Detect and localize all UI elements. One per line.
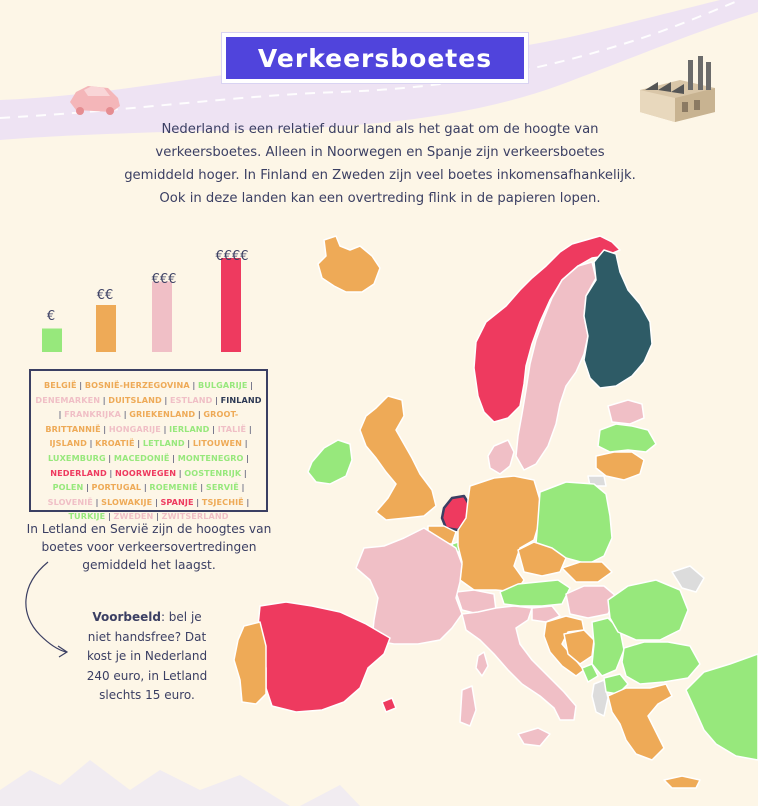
country-separator: | — [105, 511, 114, 522]
country-separator: | — [86, 438, 96, 449]
country-separator: | — [153, 511, 162, 522]
country-entry: BOSNIË-HERZEGOVINA — [84, 380, 190, 390]
country-entry: PORTUGAL — [91, 482, 142, 493]
country-separator: | — [92, 496, 102, 507]
map-germany — [458, 476, 540, 592]
country-entry: HONGARIJE — [108, 423, 161, 434]
country-separator: | — [134, 438, 143, 449]
country-entry: MONTENEGRO — [177, 452, 244, 463]
note-line: gemiddeld het laagst. — [82, 558, 216, 572]
country-separator: | — [246, 423, 252, 434]
country-separator: | — [238, 482, 245, 493]
country-entry: BULGARIJE — [197, 380, 248, 390]
country-entry: POLEN — [52, 482, 84, 493]
country-entry: SERVIË — [205, 482, 239, 493]
country-entry: GROOT-BRITTANNIË — [45, 409, 239, 434]
map-portugal — [234, 622, 266, 704]
country-entry: TSJECHIË — [201, 496, 244, 507]
country-entry: LETLAND — [142, 438, 185, 449]
country-entry: NOORWEGEN — [115, 467, 177, 478]
legend-label-3: €€€ — [151, 272, 177, 287]
country-entry: SLOVENIË — [47, 496, 93, 507]
country-separator: | — [169, 452, 178, 463]
factory-icon — [640, 56, 715, 122]
legend-bar-1 — [42, 329, 62, 353]
country-separator: | — [76, 380, 85, 390]
country-separator: | — [212, 394, 221, 405]
country-separator: | — [160, 423, 170, 434]
country-separator: | — [152, 496, 161, 507]
country-entry: BELGIË — [44, 380, 77, 390]
map-sicily — [518, 728, 550, 746]
map-ireland — [308, 440, 352, 484]
legend-bar-2 — [96, 305, 116, 352]
intro-line: gemiddeld hoger. In Finland en Zweden zijn veel boetes inkomensafhankelijk. — [124, 168, 636, 183]
country-entry: ITALIË — [217, 423, 247, 434]
country-separator: | — [100, 423, 109, 434]
country-entry: ESTLAND — [169, 394, 213, 405]
country-separator: | — [243, 496, 250, 507]
legend-bar-4 — [221, 258, 241, 352]
country-entry: LITOUWEN — [192, 438, 243, 449]
country-entry: ROEMENIË — [149, 482, 198, 493]
mountains-decoration — [0, 760, 290, 806]
note-line: boetes voor verkeersovertredingen — [41, 540, 257, 554]
country-entry: GRIEKENLAND — [129, 409, 196, 420]
map-denmark — [488, 440, 514, 474]
country-separator: | — [106, 467, 116, 478]
map-spain — [258, 602, 390, 712]
example-text — [82, 608, 212, 706]
country-separator: | — [189, 380, 198, 390]
intro-line: Nederland is een relatief duur land als het gaat om de hoogte van — [161, 122, 599, 137]
country-entry: ZWITSERLAND — [161, 511, 229, 522]
country-separator: | — [247, 380, 253, 390]
country-entry: MACEDONIË — [113, 452, 170, 463]
country-entry: IJSLAND — [49, 438, 87, 449]
map-romania — [608, 580, 688, 640]
map-turkey — [686, 654, 758, 760]
map-greece — [608, 684, 672, 760]
country-separator: | — [241, 467, 247, 478]
intro-line: verkeersboetes. Alleen in Noorwegen en Spanje zijn verkeersboetes — [155, 145, 605, 160]
country-separator: | — [242, 438, 248, 449]
map-bulgaria — [622, 642, 700, 684]
example-label: Voorbeeld — [92, 610, 161, 624]
map-slovakia — [562, 562, 612, 582]
country-separator: | — [243, 452, 250, 463]
map-crete — [664, 776, 700, 788]
country-entry: FINLAND — [220, 394, 262, 405]
country-separator: | — [209, 423, 218, 434]
country-separator: | — [161, 394, 170, 405]
legend-bar-3 — [152, 282, 172, 353]
country-entry: DENEMARKEN — [35, 394, 101, 405]
country-separator: | — [176, 467, 185, 478]
country-entry: DUITSLAND — [108, 394, 162, 405]
example-body: : bel je niet handsfree? Dat kost je in Nederland 240 euro, in Letland slechts 15 euro. — [86, 610, 208, 702]
map-uk — [360, 396, 436, 520]
intro-text — [120, 118, 640, 210]
country-separator: | — [184, 438, 193, 449]
intro-line: Ook in deze landen kan een overtreding flink in de papieren lopen. — [159, 191, 601, 206]
title-banner — [222, 33, 528, 83]
map-baleares — [382, 698, 396, 712]
country-entry: SLOWAKIJE — [101, 496, 153, 507]
country-separator: | — [105, 452, 114, 463]
country-entry: OOSTENRIJK — [184, 467, 242, 478]
country-entry: NEDERLAND — [50, 467, 107, 478]
country-entry: IERLAND — [169, 423, 210, 434]
country-entry: KROATIË — [95, 438, 135, 449]
country-entry: TURKIJE — [68, 511, 106, 522]
note-line: In Letland en Servië zijn de hoogtes van — [26, 522, 272, 536]
lowest-fines-note — [24, 520, 274, 574]
map-latvia — [598, 424, 656, 452]
country-separator: | — [193, 496, 202, 507]
country-separator: | — [197, 482, 206, 493]
country-separator: | — [100, 394, 109, 405]
country-entry: ZWEDEN — [113, 511, 154, 522]
country-list — [29, 369, 268, 522]
country-entry: FRANKRIJKA — [64, 409, 122, 420]
europe-map — [234, 236, 758, 788]
country-separator: | — [195, 409, 204, 420]
map-iceland — [318, 236, 380, 292]
page-title: Verkeersboetes — [257, 43, 493, 73]
country-entry: LUXEMBURG — [47, 452, 106, 463]
legend-label-4: €€€€ — [215, 249, 249, 264]
country-separator: | — [121, 409, 130, 420]
country-separator: | — [141, 482, 150, 493]
curved-arrow-icon — [26, 562, 66, 652]
legend-label-2: €€ — [96, 288, 114, 303]
legend-label-1: € — [46, 309, 56, 324]
map-sardinia — [460, 686, 476, 726]
country-separator: | — [58, 409, 65, 420]
map-estonia — [608, 400, 644, 424]
country-separator: | — [83, 482, 92, 493]
country-entry: SPANJE — [160, 496, 194, 507]
map-corsica — [476, 652, 488, 676]
